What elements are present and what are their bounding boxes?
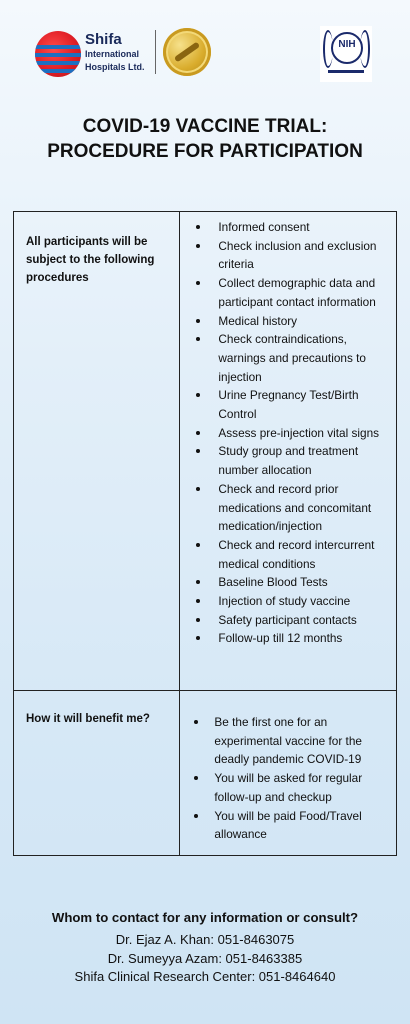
list-item: You will be asked for regular follow-up and checkup [180,769,392,806]
list-item: You will be paid Food/Travel allowance [180,807,392,844]
title-line-1: COVID-19 VACCINE TRIAL: [82,116,328,137]
nih-emblem-base [328,70,364,73]
contact-heading: Whom to contact for any information or consult? [51,910,359,925]
list-item: Assess pre-injection vital signs [180,424,392,443]
benefits-list-cell [180,691,397,856]
procedures-label-cell [14,212,180,691]
list-item: Safety participant contacts [180,611,392,630]
list-item: Baseline Blood Tests [180,573,392,592]
contact-line: Shifa Clinical Research Center: 051-8464640 [74,969,336,984]
shifa-name: Shifa [85,31,122,48]
procedures-list [180,212,396,648]
benefits-list [180,691,396,844]
wreath-right-icon [360,30,370,68]
nih-logo [320,26,372,82]
shifa-logo [35,29,155,79]
shifa-sub-line-2: Hospitals Ltd. [85,62,145,72]
shifa-logo-text [85,32,145,73]
table-row-procedures [14,212,397,691]
list-item: Injection of study vaccine [180,592,392,611]
table-row-benefits [14,691,397,856]
contact-section [0,908,410,987]
list-item: Check inclusion and exclusion criteria [180,237,392,274]
list-item: Informed consent [180,218,392,237]
contact-line: Dr. Sumeyya Azam: 051-8463385 [107,950,303,966]
benefits-label: How it will benefit me? [26,713,150,725]
list-item: Medical history [180,312,392,331]
list-item: Study group and treatment number allocation [180,442,392,479]
list-item: Be the first one for an experimental vaccine for the deadly pandemic COVID-19 [180,713,392,769]
shifa-sub-line-1: International [85,49,140,59]
list-item: Check and record prior medications and concomitant medication/injection [180,480,392,536]
list-item: Urine Pregnancy Test/Birth Control [180,386,392,423]
list-item: Check contraindications, warnings and precautions to injection [180,330,392,386]
benefits-label-cell [14,691,180,856]
header-divider [155,30,156,74]
list-item: Check and record intercurrent medical conditions [180,536,392,573]
page-title [0,114,410,164]
list-item: Collect demographic data and participant contact information [180,274,392,311]
title-line-2: PROCEDURE FOR PARTICIPATION [47,141,363,162]
list-item: Follow-up till 12 months [180,629,392,648]
procedures-label: All participants will be subject to the following procedures [26,236,155,284]
header [0,24,410,88]
procedure-table [13,211,397,856]
jci-seal-icon [163,28,211,76]
contact-line: Dr. Ejaz A. Khan: 051-8463075 [115,932,295,947]
procedures-list-cell [180,212,397,691]
shifa-globe-icon [35,31,81,77]
nih-emblem-letters: NIH [338,39,356,50]
